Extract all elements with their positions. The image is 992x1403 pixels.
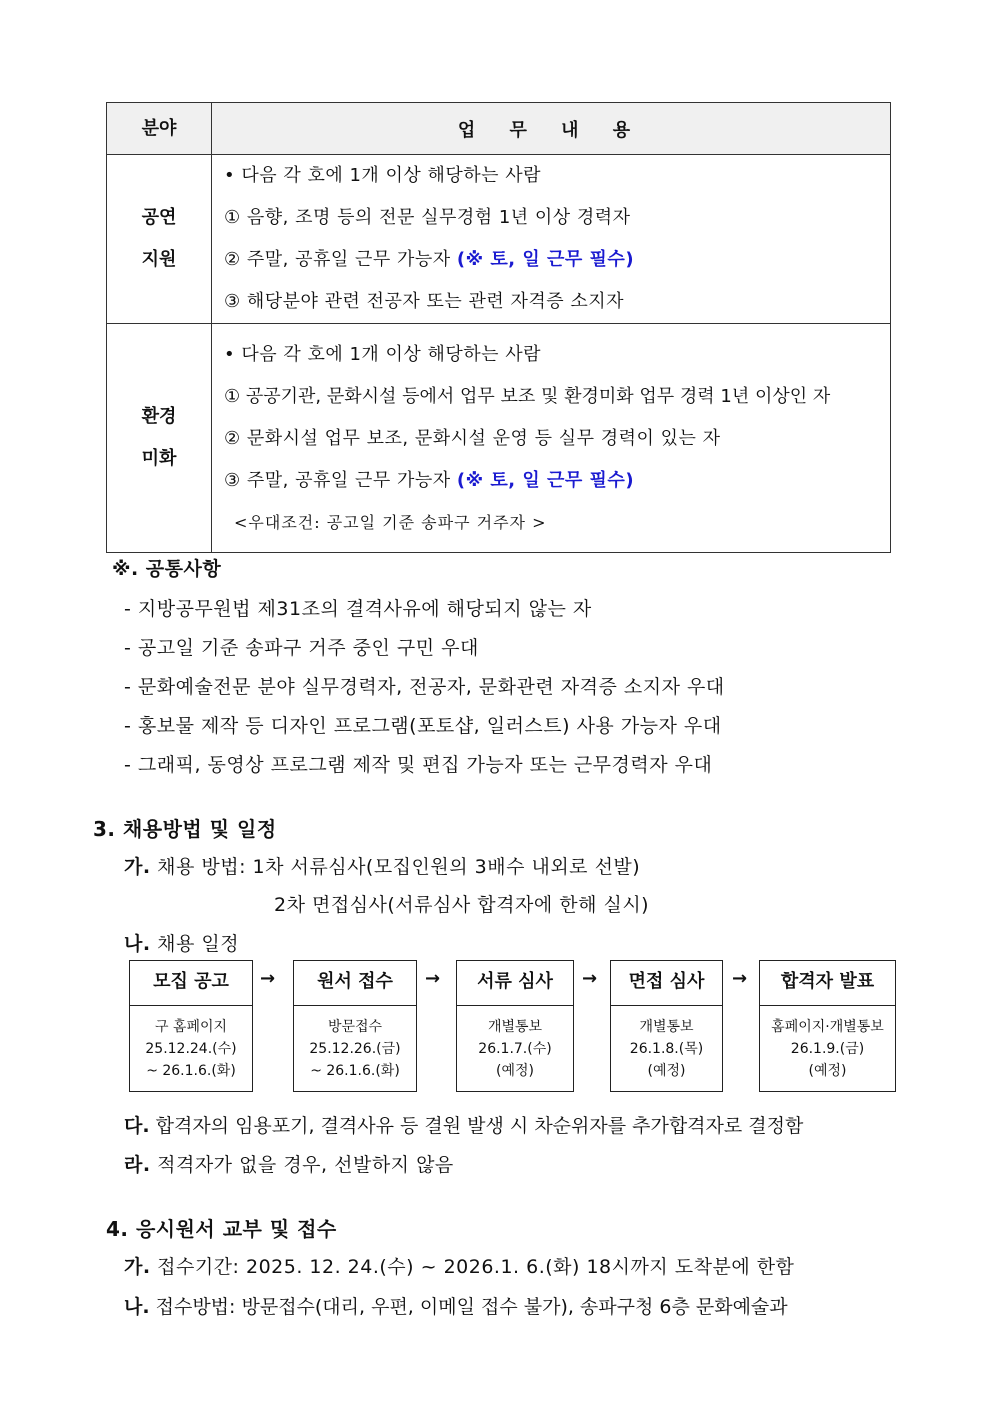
method-line (124, 1292, 788, 1319)
arrow-icon: → (425, 968, 441, 989)
section4-title: 4. 응시원서 교부 및 접수 (106, 1217, 337, 1241)
period-text: 접수기간: 2025. 12. 24.(수) ~ 2026.1. 6.(화) 18시까지 도착분에 한함 (157, 1256, 795, 1278)
duty-item: ① 음향, 조명 등의 전문 실무경험 1년 이상 경력자 (224, 207, 631, 228)
schedule-text: 채용 일정 (157, 933, 240, 955)
duty-intro: • 다음 각 호에 1개 이상 해당하는 사람 (224, 344, 542, 365)
step-line: 25.12.24.(수) (145, 1041, 237, 1057)
field-cell (107, 324, 212, 553)
field-label: 미화 (141, 448, 177, 469)
field-label: 지원 (141, 249, 177, 270)
step-line: 25.12.26.(금) (309, 1041, 401, 1057)
common-item: - 홍보물 제작 등 디자인 프로그램(포토샵, 일러스트) 사용 가능자 우대 (124, 715, 722, 737)
vacancy-line (124, 1111, 803, 1138)
step-title: 합격자 발표 (760, 961, 895, 1006)
vacancy-text: 합격자의 임용포기, 결격사유 등 결원 발생 시 차순위자를 추가합격자로 결정함 (155, 1115, 804, 1137)
duty-intro: • 다음 각 호에 1개 이상 해당하는 사람 (224, 165, 542, 186)
header-field: 분야 (107, 103, 212, 155)
step-line: (예정) (647, 1063, 686, 1079)
step-body (130, 1006, 252, 1082)
field-label: 환경 (141, 406, 177, 427)
item-label: 가. (124, 856, 151, 878)
step-line: 26.1.8.(목) (629, 1041, 704, 1057)
method-line-2: 2차 면접심사(서류심사 합격자에 한해 실시) (274, 894, 650, 916)
step-title: 면접 심사 (611, 961, 722, 1006)
step-body (760, 1006, 895, 1082)
step-title: 서류 심사 (457, 961, 573, 1006)
common-item: - 그래픽, 동영상 프로그램 제작 및 편집 가능자 또는 근무경력자 우대 (124, 754, 713, 776)
step-line: 개별통보 (639, 1019, 694, 1035)
schedule-step (610, 960, 723, 1092)
step-title: 원서 접수 (294, 961, 416, 1006)
step-body (611, 1006, 722, 1082)
header-duty: 업 무 내 용 (212, 103, 891, 155)
arrow-icon: → (260, 968, 276, 989)
schedule-line (124, 929, 239, 956)
step-title: 모집 공고 (130, 961, 252, 1006)
schedule-step (293, 960, 417, 1092)
table-header-row (107, 103, 891, 155)
weekend-note: (※ 토, 일 근무 필수) (456, 249, 635, 270)
schedule-step (456, 960, 574, 1092)
step-line: 방문접수 (327, 1019, 383, 1035)
field-label: 공연 (141, 207, 177, 228)
submit-method-text: 접수방법: 방문접수(대리, 우편, 이메일 접수 불가), 송파구청 6층 문화예술과 (155, 1296, 788, 1318)
common-item: - 문화예술전문 분야 실무경력자, 전공자, 문화관련 자격증 소지자 우대 (124, 676, 725, 698)
arrow-icon: → (732, 968, 748, 989)
table-row (107, 155, 891, 324)
table-row (107, 324, 891, 553)
field-cell (107, 155, 212, 324)
duty-item (224, 239, 890, 281)
item-label: 나. (124, 933, 151, 955)
no-selection-line (124, 1150, 454, 1177)
duty-item: ① 공공기관, 문화시설 등에서 업무 보조 및 환경미화 업무 경력 1년 이상인 자 (224, 386, 831, 407)
common-item: - 지방공무원법 제31조의 결격사유에 해당되지 않는 자 (124, 598, 592, 620)
weekend-note: (※ 토, 일 근무 필수) (456, 470, 635, 491)
duty-item (224, 460, 890, 502)
step-line: (예정) (808, 1063, 847, 1079)
method-text: 채용 방법: 1차 서류심사(모집인원의 3배수 내외로 선발) (157, 856, 641, 878)
common-item: - 공고일 기준 송파구 거주 중인 구민 우대 (124, 637, 479, 659)
duty-item: ③ 해당분야 관련 전공자 또는 관련 자격증 소지자 (224, 291, 625, 312)
step-line: ~ 26.1.6.(화) (146, 1063, 236, 1079)
step-line: 구 홈페이지 (154, 1019, 228, 1035)
step-line: (예정) (496, 1063, 534, 1079)
step-line: 26.1.7.(수) (478, 1041, 552, 1057)
duty-cell (212, 324, 891, 553)
step-body (457, 1006, 573, 1082)
duty-item-text: ② 주말, 공휴일 근무 가능자 (224, 249, 451, 270)
schedule-step (759, 960, 896, 1092)
no-selection-text: 적격자가 없을 경우, 선발하지 않음 (157, 1154, 454, 1176)
item-label: 다. (124, 1115, 150, 1137)
item-label: 나. (124, 1296, 150, 1318)
step-line: 26.1.9.(금) (790, 1041, 865, 1057)
duty-item-text: ③ 주말, 공휴일 근무 가능자 (224, 470, 451, 491)
period-line (124, 1252, 794, 1279)
common-title: ※. 공통사항 (112, 558, 222, 580)
preference-condition: <우대조건: 공고일 기준 송파구 거주자 > (234, 513, 547, 532)
step-body (294, 1006, 416, 1082)
step-line: 개별통보 (487, 1019, 543, 1035)
section3-title: 3. 채용방법 및 일정 (93, 817, 277, 841)
step-line: 홈페이지·개별통보 (771, 1019, 884, 1035)
step-line: ~ 26.1.6.(화) (310, 1063, 400, 1079)
arrow-icon: → (582, 968, 598, 989)
duty-cell (212, 155, 891, 324)
method-line (124, 852, 640, 879)
item-label: 라. (124, 1154, 151, 1176)
item-label: 가. (124, 1256, 151, 1278)
duty-item: ② 문화시설 업무 보조, 문화시설 운영 등 실무 경력이 있는 자 (224, 428, 721, 449)
duty-table (106, 102, 891, 553)
schedule-step (129, 960, 253, 1092)
